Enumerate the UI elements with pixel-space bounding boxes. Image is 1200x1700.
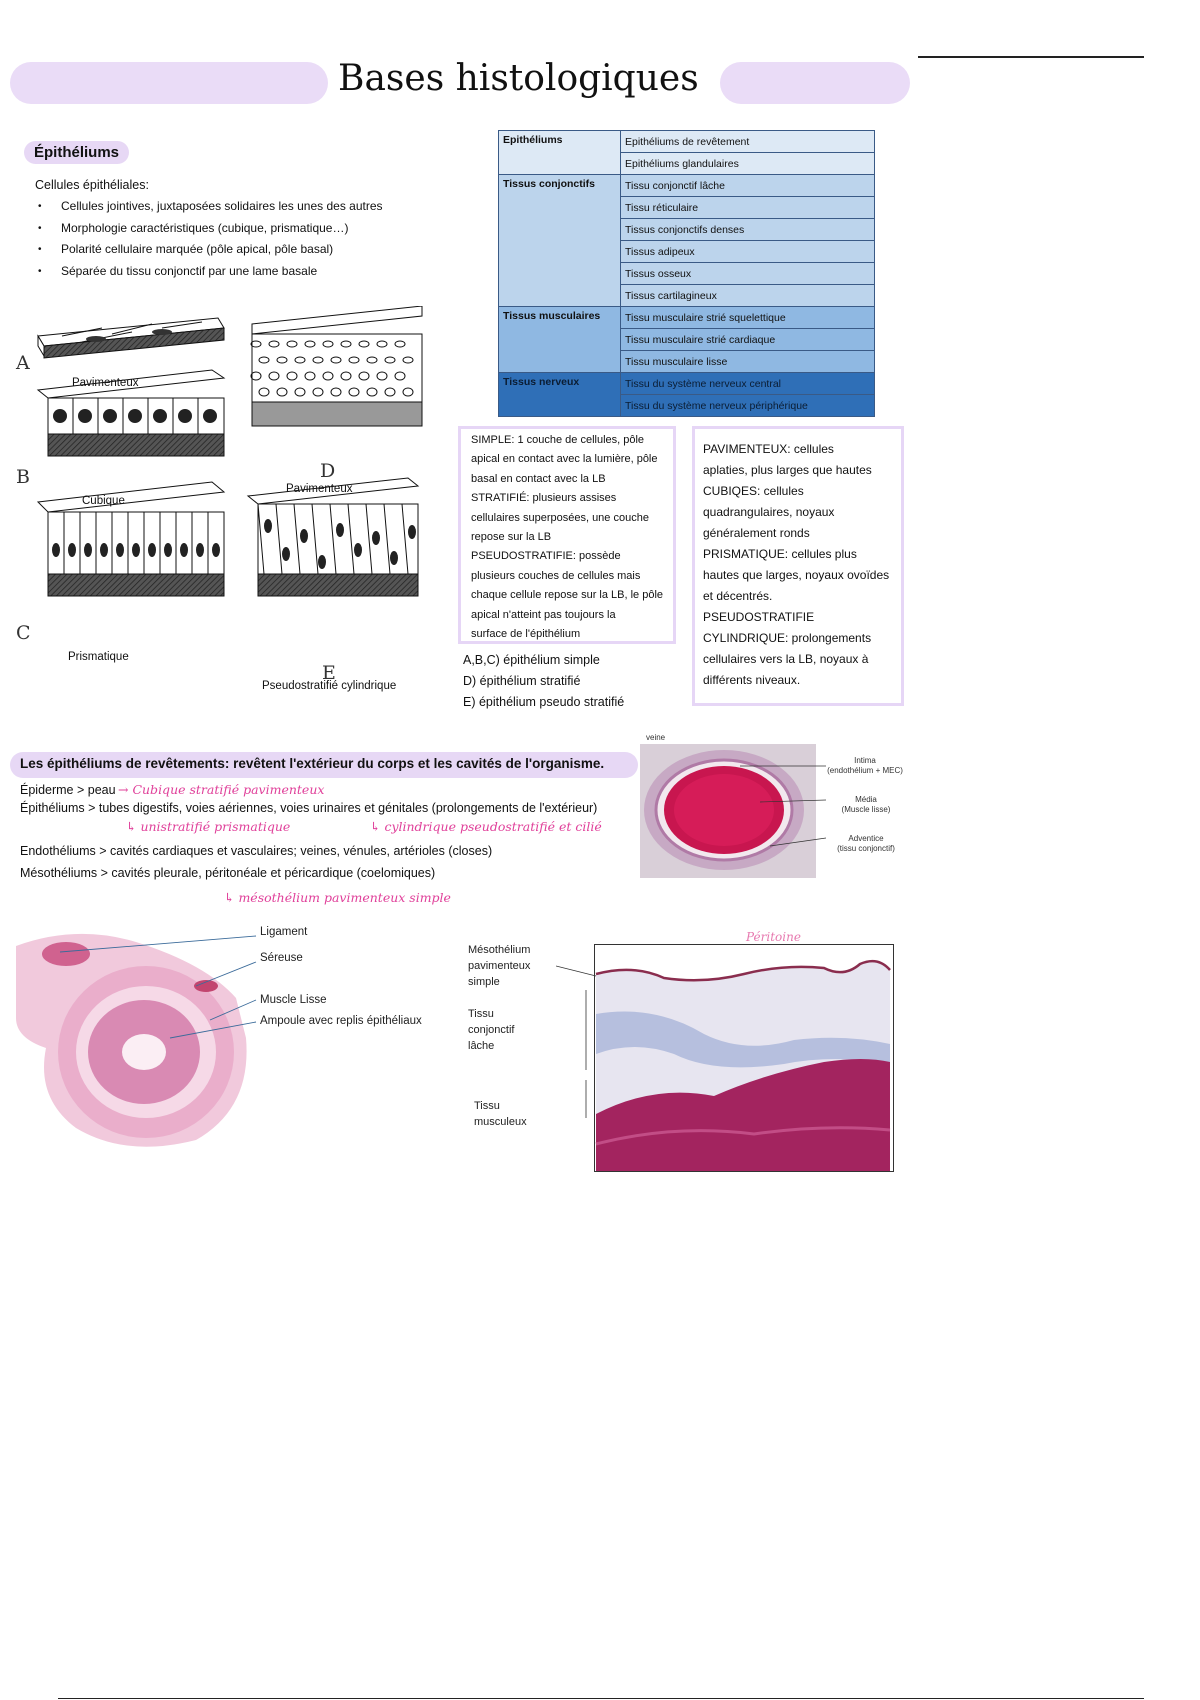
- box1-line: STRATIFIÉ: plusieurs assises: [471, 492, 617, 505]
- cell-nucleus: [390, 551, 398, 565]
- revet-note-epiderme: → Cubique stratifié pavimenteux: [118, 782, 325, 797]
- tissue-item: Tissus cartilagineux: [621, 285, 875, 307]
- perit-label-conjonctif: [468, 1006, 514, 1054]
- perit-label-line: conjonctif: [468, 1024, 515, 1036]
- epith-bullet: • Morphologie caractéristiques (cubique, prismatique…): [36, 218, 383, 240]
- diagram-c-prismatique: [38, 482, 224, 596]
- cell-nucleus: [52, 543, 60, 557]
- caption-b: Cubique: [82, 495, 125, 507]
- tissue-item: Tissu du système nerveux périphérique: [621, 395, 875, 417]
- cell-nucleus: [300, 529, 308, 543]
- epith-bullet: • Polarité cellulaire marquée (pôle apical, pôle basal): [36, 239, 383, 261]
- veine-annot-text: (tissu conjonctif): [837, 844, 895, 853]
- tissue-item: Epithéliums de revêtement: [621, 131, 875, 153]
- revet-note-mesothelium: ↳ mésothélium pavimenteux simple: [224, 890, 451, 905]
- tissue-item: Tissu musculaire lisse: [621, 351, 875, 373]
- trompe-label-ampoule: Ampoule avec replis épithéliaux: [260, 1015, 422, 1027]
- box2-line: quadrangulaires, noyaux: [703, 505, 835, 519]
- veine-annot-text: (Muscle lisse): [841, 805, 891, 814]
- cell-nucleus: [196, 543, 204, 557]
- diagram-letter-a: A: [16, 352, 30, 374]
- revet-line-epiderme: Épiderme > peau: [20, 783, 116, 797]
- perit-label-line: lâche: [468, 1040, 495, 1052]
- diagram-a-pavimenteux: [38, 318, 224, 358]
- box2-line: différents niveaux.: [703, 673, 801, 687]
- tissue-item: Tissu réticulaire: [621, 197, 875, 219]
- revet-line-endotheliums: Endothéliums > cavités cardiaques et vasculaires; veines, vénules, artérioles (closes): [20, 844, 493, 858]
- cell-nucleus: [408, 525, 416, 539]
- veine-label: veine: [646, 733, 666, 742]
- box1-line: repose sur la LB: [471, 531, 552, 544]
- bottom-rule: [58, 1698, 1144, 1699]
- cell-nucleus: [128, 409, 142, 423]
- cell-nucleus: [372, 531, 380, 545]
- type-line: D) épithélium stratifié: [463, 674, 581, 688]
- veine-annot-intima: [820, 756, 910, 776]
- tissue-item: Tissu du système nerveux central: [621, 373, 875, 395]
- cell-nucleus: [84, 543, 92, 557]
- box2-line: cellulaires vers la LB, noyaux à: [703, 652, 869, 666]
- box1-line: cellulaires superposées, une couche: [471, 511, 649, 524]
- veine-annot-adventice: [826, 834, 906, 854]
- box1-line: plusieurs couches de cellules mais: [471, 569, 641, 582]
- revet-note-cylindrique: ↳ cylindrique pseudostratifié et cilié: [370, 819, 602, 834]
- caption-a: Pavimenteux: [72, 377, 139, 389]
- epith-intro: Cellules épithéliales:: [35, 178, 149, 192]
- box1-line: apical en contact avec la lumière, pôle: [471, 453, 658, 466]
- diagram-e-pseudostratifie: [248, 478, 418, 596]
- trompe-label-sereuse: Séreuse: [260, 952, 303, 964]
- diagram-letter-e: E: [322, 662, 336, 684]
- box2-line: et décentrés.: [703, 589, 773, 603]
- perit-label-line: simple: [468, 976, 500, 988]
- revet-note-unistratifie: ↳ unistratifié prismatique: [126, 819, 291, 834]
- epith-bullet: • Cellules jointives, juxtaposées solidaires les unes des autres: [36, 196, 383, 218]
- revet-line-mesotheliums: Mésothéliums > cavités pleurale, péritonéale et péricardique (coelomiques): [20, 866, 436, 880]
- page-title: Bases histologiques: [338, 58, 699, 99]
- cell-nucleus: [318, 555, 326, 569]
- cell-nucleus: [203, 409, 217, 423]
- box1-line: basal en contact avec la LB: [471, 472, 606, 485]
- cell-nucleus: [178, 409, 192, 423]
- epith-bullet: • Séparée du tissu conjonctif par une lame basale: [36, 261, 383, 283]
- caption-d: Pavimenteux: [286, 483, 353, 495]
- perit-leader-lines: [556, 960, 606, 1120]
- morphology-box: [692, 426, 904, 706]
- epith-heading: Épithéliums: [24, 141, 129, 164]
- perit-title: Péritoine: [746, 930, 801, 944]
- tissue-item: Tissu musculaire strié cardiaque: [621, 329, 875, 351]
- cell-nucleus: [148, 543, 156, 557]
- box1-line: apical n'atteint pas toujours la: [471, 608, 616, 621]
- cell-nucleus: [164, 543, 172, 557]
- peritoine-micrograph: [594, 944, 894, 1172]
- diagram-letter-d: D: [320, 460, 336, 482]
- veine-annot-text: (endothélium + MEC): [827, 766, 903, 775]
- cell-nucleus: [103, 409, 117, 423]
- trompe-label-ligament: Ligament: [260, 926, 308, 938]
- revet-line-epitheliums: Épithéliums > tubes digestifs, voies aériennes, voies urinaires et génitales (prolongements de l'extérieur): [20, 801, 598, 815]
- cell-nucleus: [116, 543, 124, 557]
- cell-nucleus: [100, 543, 108, 557]
- box2-line: PRISMATIQUE: cellules plus: [703, 547, 857, 561]
- tissue-table: [498, 130, 875, 417]
- epith-bullets: [36, 196, 383, 282]
- tissue-category: Tissus musculaires: [499, 307, 621, 373]
- cell-nucleus: [336, 523, 344, 537]
- tissue-category: Tissus nerveux: [499, 373, 621, 417]
- tissue-item: Tissu conjonctif lâche: [621, 175, 875, 197]
- type-line: A,B,C) épithélium simple: [463, 653, 600, 667]
- tissue-row: [499, 307, 875, 329]
- tissue-item: Tissus osseux: [621, 263, 875, 285]
- diagram-d-stratifie: [251, 306, 422, 426]
- box2-line: aplaties, plus larges que hautes: [703, 463, 872, 477]
- perit-label-line: pavimenteux: [468, 960, 531, 972]
- cell-nucleus: [354, 543, 362, 557]
- cell-nucleus: [180, 543, 188, 557]
- veine-leader-lines: [740, 760, 830, 860]
- veine-annot-text: Intima: [854, 756, 876, 765]
- box2-line: CUBIQES: cellules: [703, 484, 804, 498]
- box1-line: surface de l'épithélium: [471, 628, 581, 641]
- tissue-row: [499, 373, 875, 395]
- veine-annot-text: Adventice: [848, 834, 884, 843]
- type-line: E) épithélium pseudo stratifié: [463, 695, 625, 709]
- top-rule: [918, 56, 1144, 58]
- box1-line: PSEUDOSTRATIFIE: possède: [471, 550, 621, 563]
- tissue-row: [499, 131, 875, 153]
- caption-e: Pseudostratifié cylindrique: [262, 680, 397, 692]
- cell-nucleus: [78, 409, 92, 423]
- box2-line: généralement ronds: [703, 526, 810, 540]
- perit-label-line: Tissu: [468, 1008, 494, 1020]
- perit-label-line: Tissu: [474, 1100, 500, 1112]
- perit-label-mesothelium: [468, 942, 530, 990]
- tissue-item: Epithéliums glandulaires: [621, 153, 875, 175]
- tissue-category: Epithéliums: [499, 131, 621, 175]
- perit-label-musculeux: [474, 1098, 527, 1130]
- veine-annot-text: Média: [855, 795, 877, 804]
- revet-heading: Les épithéliums de revêtements: revêtent l'extérieur du corps et les cavités de l'organisme.: [20, 756, 605, 771]
- box2-line: hautes que larges, noyaux ovoïdes: [703, 568, 890, 582]
- trompe-leader-lines: [60, 930, 260, 1040]
- perit-label-line: Mésothélium: [468, 944, 531, 956]
- veine-annot-media: [826, 795, 906, 815]
- tissue-item: Tissus adipeux: [621, 241, 875, 263]
- box2-line: PSEUDOSTRATIFIE: [703, 610, 815, 624]
- cell-nucleus: [68, 543, 76, 557]
- epithelium-types-diagram: [12, 306, 452, 676]
- title-right-band: [720, 62, 910, 104]
- box2-line: PAVIMENTEUX: cellules: [703, 442, 834, 456]
- epithelium-type-list: [463, 650, 624, 713]
- diagram-letter-b: B: [16, 466, 30, 488]
- box2-line: CYLINDRIQUE: prolongements: [703, 631, 872, 645]
- title-left-band: [10, 62, 328, 104]
- trompe-label-muscle: Muscle Lisse: [260, 994, 327, 1006]
- stratification-box: [458, 426, 676, 644]
- tissue-category: Tissus conjonctifs: [499, 175, 621, 307]
- cell-nucleus: [264, 519, 272, 533]
- diagram-letter-c: C: [16, 622, 31, 644]
- cell-nucleus: [282, 547, 290, 561]
- box1-line: SIMPLE: 1 couche de cellules, pôle: [471, 434, 645, 446]
- box1-line: chaque cellule repose sur la LB, le pôle: [471, 589, 664, 602]
- cell-nucleus: [53, 409, 67, 423]
- caption-c: Prismatique: [68, 651, 129, 663]
- cell-nucleus: [212, 543, 220, 557]
- tissue-item: Tissu musculaire strié squelettique: [621, 307, 875, 329]
- perit-label-line: musculeux: [474, 1116, 527, 1128]
- cell-nucleus: [153, 409, 167, 423]
- tissue-item: Tissus conjonctifs denses: [621, 219, 875, 241]
- tissue-row: [499, 175, 875, 197]
- cell-nucleus: [132, 543, 140, 557]
